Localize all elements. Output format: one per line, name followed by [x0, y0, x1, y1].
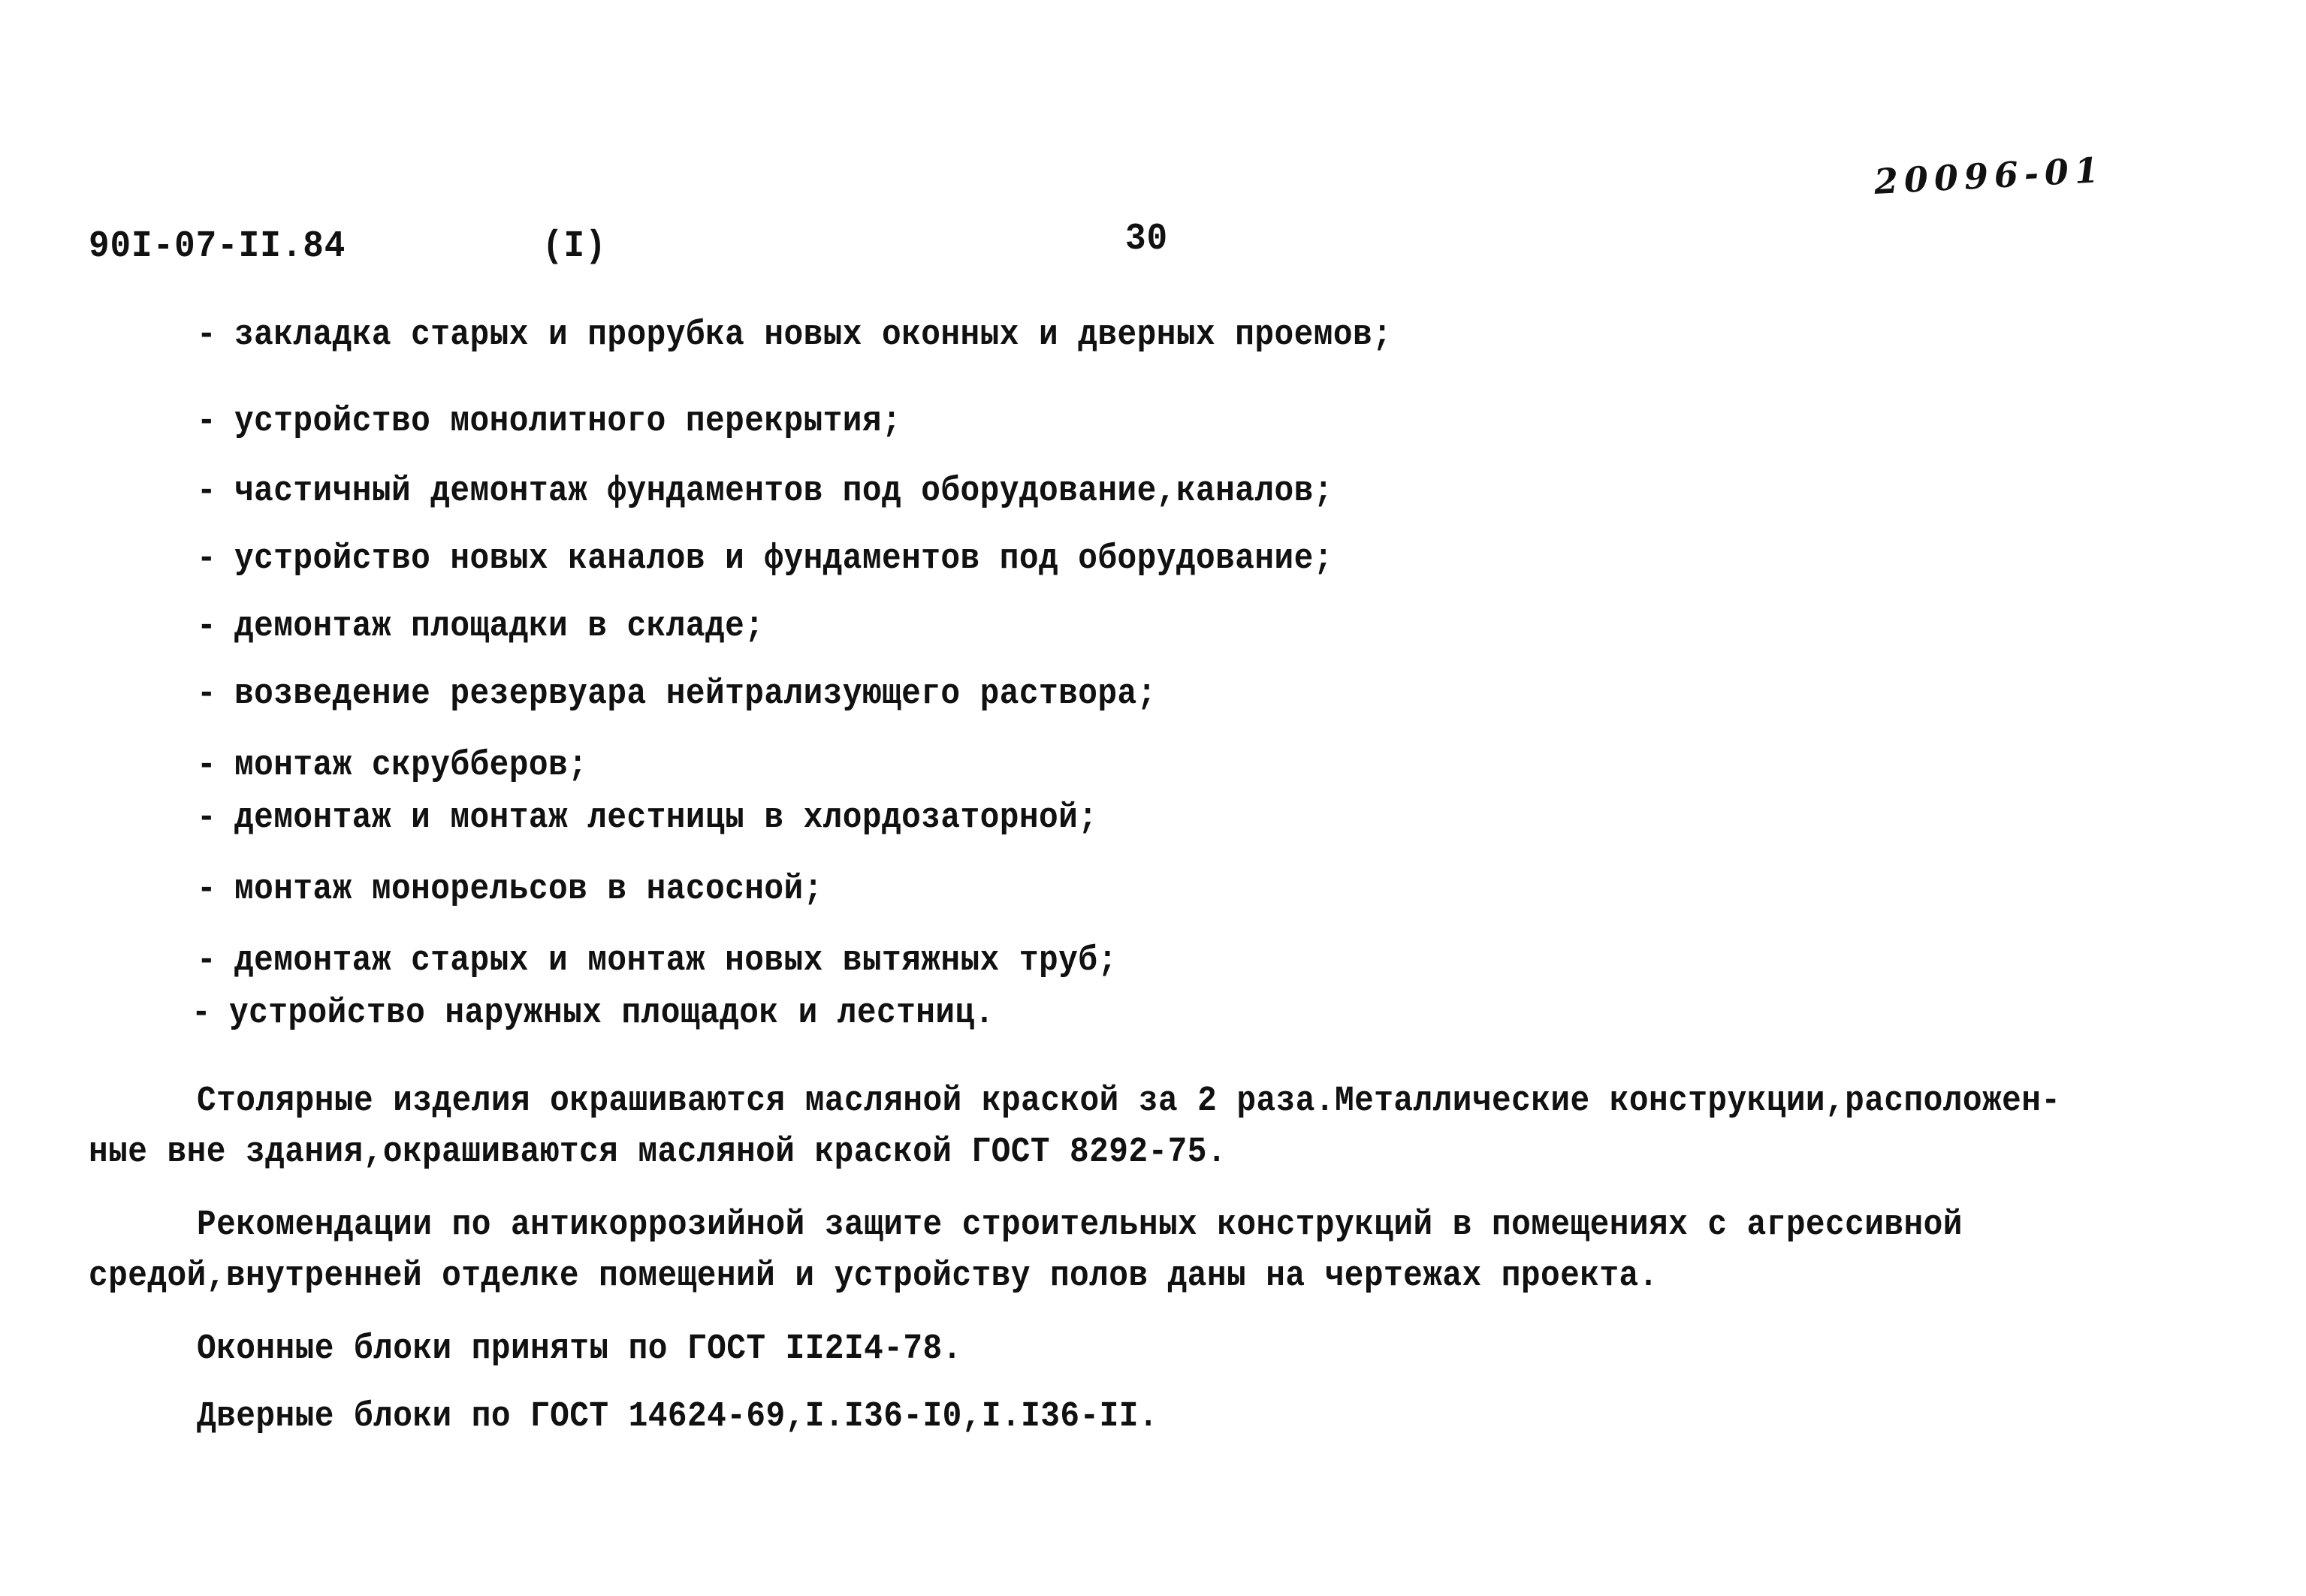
bullet-dash: -	[197, 870, 217, 910]
paragraph-line: Рекомендации по антикоррозийной защите строительных конструкций в помещениях с агрессивной	[197, 1205, 1963, 1245]
bullet-dash: -	[197, 539, 217, 579]
bullet-dash: -	[197, 798, 217, 838]
list-item-text: демонтаж старых и монтаж новых вытяжных труб;	[234, 941, 1118, 981]
list-item	[192, 994, 995, 1033]
list-item	[197, 315, 1392, 355]
bullet-dash: -	[197, 674, 217, 714]
page-number: 30	[1125, 218, 1169, 261]
list-item-text: частичный демонтаж фундаментов под оборудование,каналов;	[234, 472, 1333, 511]
list-item	[197, 472, 1333, 511]
bullet-dash: -	[197, 315, 217, 355]
bullet-dash: -	[197, 746, 217, 786]
list-item	[197, 746, 587, 786]
list-item-text: демонтаж и монтаж лестницы в хлордозаторной;	[234, 798, 1098, 838]
list-item	[197, 674, 1157, 714]
list-item-text: монтаж скрубберов;	[234, 746, 588, 786]
bullet-dash: -	[197, 472, 217, 511]
list-item-text: демонтаж площадки в складе;	[234, 607, 765, 647]
list-item	[197, 870, 823, 910]
bullet-dash: -	[197, 402, 217, 442]
list-item	[197, 798, 1097, 838]
list-item	[197, 607, 764, 647]
handwritten-number: 20096-01	[1873, 149, 2106, 202]
paragraph-line: средой,внутренней отделке помещений и устройству полов даны на чертежах проекта.	[89, 1257, 1659, 1296]
bullet-dash: -	[197, 607, 217, 647]
list-item-text: устройство новых каналов и фундаментов под оборудование;	[234, 539, 1333, 579]
bullet-dash: -	[192, 994, 212, 1033]
paragraph-line: Оконные блоки приняты по ГОСТ II2I4-78.	[197, 1329, 962, 1369]
paragraph-line: ные вне здания,окрашиваются масляной краской ГОСТ 8292-75.	[89, 1133, 1227, 1172]
list-item-text: монтаж монорельсов в насосной;	[234, 870, 823, 910]
list-item-text: устройство наружных площадок и лестниц.	[229, 994, 995, 1033]
list-item-text: закладка старых и прорубка новых оконных и дверных проемов;	[234, 315, 1393, 355]
list-item	[197, 941, 1118, 981]
list-item	[197, 539, 1333, 579]
list-item	[197, 402, 901, 442]
paragraph-line: Столярные изделия окрашиваются масляной краской за 2 раза.Металлические конструкции,расположен-	[197, 1082, 2061, 1121]
section-number: (I)	[542, 225, 607, 268]
bullet-dash: -	[197, 941, 217, 981]
list-item-text: возведение резервуара нейтрализующего раствора;	[234, 674, 1157, 714]
list-item-text: устройство монолитного перекрытия;	[234, 402, 902, 442]
document-code: 90I-07-II.84	[89, 225, 346, 268]
paragraph-line: Дверные блоки по ГОСТ 14624-69,I.I36-I0,I.I36-II.	[197, 1397, 1158, 1437]
